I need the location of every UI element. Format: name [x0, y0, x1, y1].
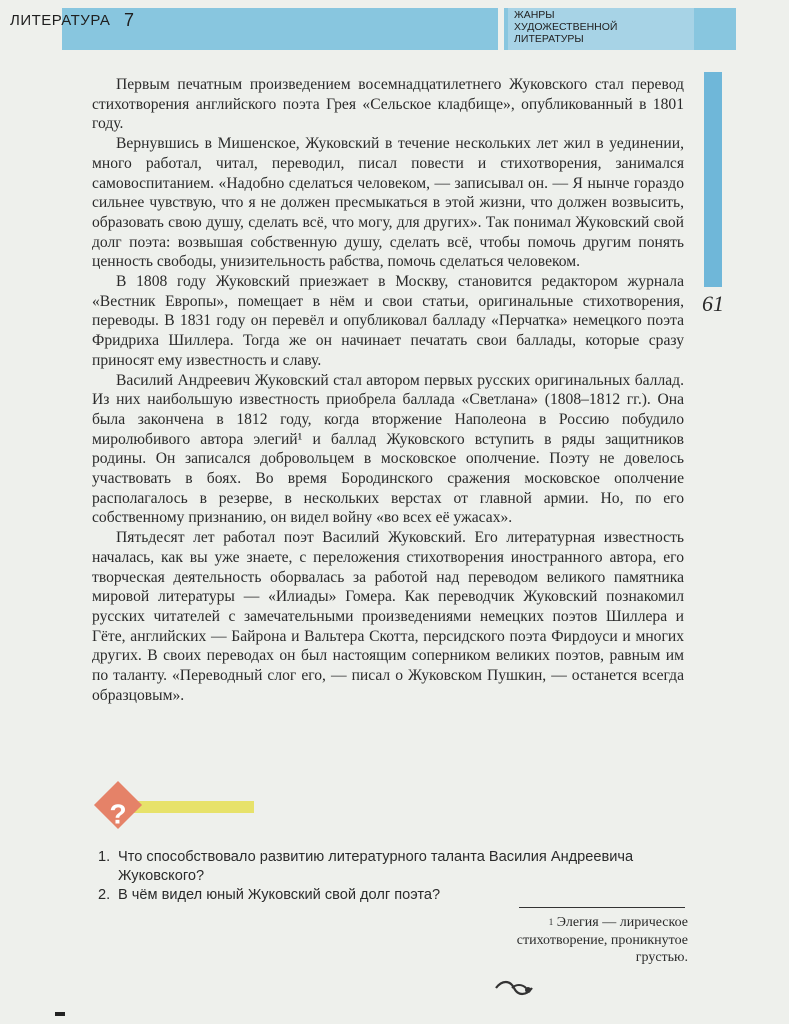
header-section-line-1: ЖАНРЫ: [514, 9, 555, 21]
footnote-divider: [519, 907, 685, 908]
paragraph-4: Василий Андреевич Жуковский стал автором первых русских оригинальных баллад. Из них наибольшую известность приобрела баллада «Светлана» (1808–1812 гг.). Она была закончена в 1812 году, когда вторжение Наполеона в Россию побудило миролюбивого автора элегий¹ и баллад Жуковского вступить в ряды защитников родины. Он записался добровольцем в московское ополчение. Поэту не довелось участвовать в боях. Во время Бородинского сражения московское ополчение располагалось в резерве, в нескольких верстах от главной армии. Но, по его собственному признанию, он видел войну «во всех её ужасах».: [92, 371, 684, 527]
page-edge-mark: [55, 1012, 65, 1016]
header-section-title: [514, 9, 617, 45]
paragraph-5: Пятьдесят лет работал поэт Василий Жуковский. Его литературная известность началась, как вы уже знаете, с переложения стихотворения иностранного автора, его творческая деятельность оборвалась за работой над переводом великого памятника мировой литературы — «Илиады» Гомера. Как переводчик Жуковский познакомил русских читателей с замечательными произведениями немецких поэтов Шиллера и Гёте, английских — Байрона и Вальтера Скотта, персидского поэта Фирдоуси и многих других. В своих переводах он был настоящим соперником великих поэтов, равным им по таланту. «Переводный слог его, — писал о Жуковском Пушкин, — останется всегда образцовым».: [92, 529, 684, 704]
question-item: [98, 848, 698, 886]
question-mark-icon: [101, 788, 149, 836]
paragraph-1: Первым печатным произведением восемнадцатилетнего Жуковского стал перевод стихотворения английского поэта Грея «Сельское кладбище», опубликованный в 1801 году.: [92, 76, 684, 133]
header-grade: 7: [124, 10, 135, 30]
question-number: 1.: [98, 849, 111, 865]
question-text: Что способствовало развитию литературного таланта Василия Андреевича Жуковского?: [118, 849, 634, 884]
question-number: 2.: [98, 887, 111, 903]
book-footer-icon: [492, 976, 536, 1000]
header-section-line-3: ЛИТЕРАТУРЫ: [514, 33, 584, 45]
paragraph-2: Вернувшись в Мишенское, Жуковский в течение нескольких лет жил в уединении, много работал, читал, переводил, писал повести и стихотворения, занимался самовоспитанием. «Надобно сделаться человеком, — записывал он. — Я нынче гораздо сильнее чувствую, что я не должен пресмыкаться в этой жизни, что должен возвысить, образовать свою душу, сделать всё, что могу, для других». Так понимал Жуковский свой долг поэта: возвышая собственную душу, сделать всё, чтобы помочь другим понять ценность свободы, унизительность рабства, помочь сделаться человеком.: [92, 135, 684, 271]
paragraph-3: В 1808 году Жуковский приезжает в Москву, становится редактором журнала «Вестник Европы», помещает в нём и свои статьи, оригинальные стихотворения, переводы. В 1831 году он перевёл и опубликовал балладу «Перчатка» немецкого поэта Фридриха Шиллера. Тогда же он начинает печатать свои баллады, которые сразу приносят ему известность и славу.: [92, 273, 684, 369]
header-subject: ЛИТЕРАТУРА: [10, 12, 111, 29]
question-text: В чём видел юный Жуковский свой долг поэта?: [118, 887, 441, 903]
header-section-line-2: ХУДОЖЕСТВЕННОЙ: [514, 21, 618, 33]
footnote-definition: — лирическое стихотворение, проникнутое грустью.: [516, 915, 688, 965]
footnote: [510, 914, 688, 967]
side-accent-bar: [704, 72, 722, 287]
footnote-term: Элегия: [556, 915, 599, 930]
question-item: [98, 886, 698, 905]
page-number: 61: [702, 291, 724, 316]
questions-list: [98, 848, 698, 905]
main-text: [92, 75, 684, 706]
question-mark-glyph: ?: [109, 798, 127, 830]
footnote-mark: 1: [548, 917, 554, 927]
